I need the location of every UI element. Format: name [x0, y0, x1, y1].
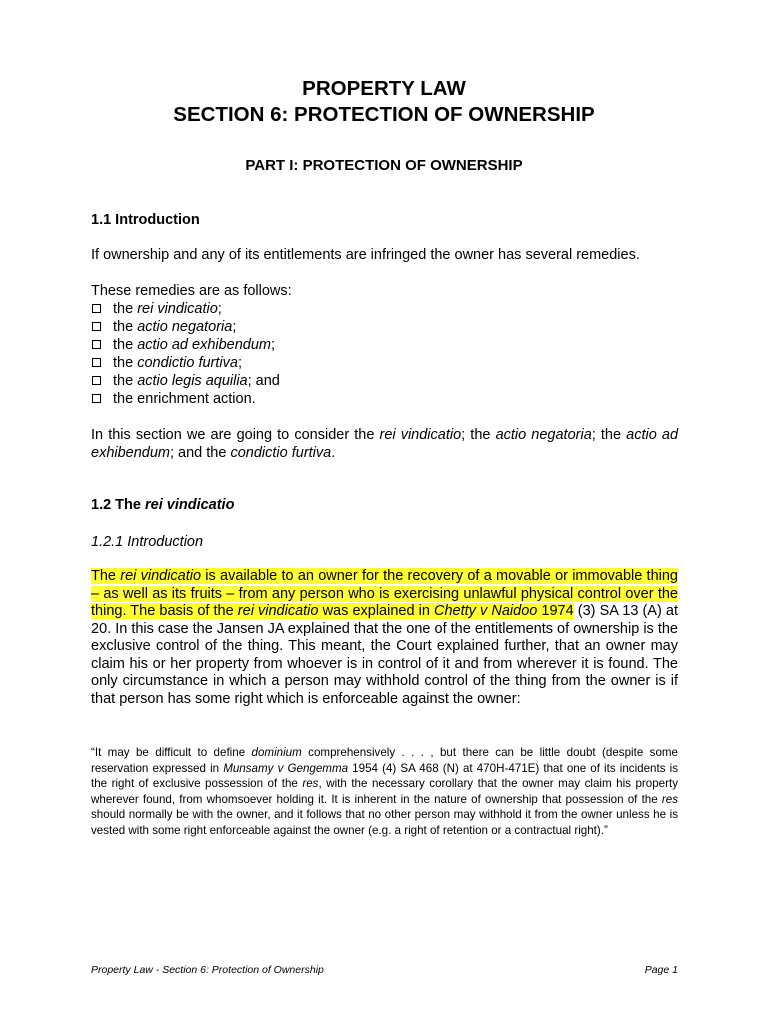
list-item: the rei vindicatio;	[91, 300, 678, 318]
remedies-list	[91, 300, 678, 408]
part-heading: PART I: PROTECTION OF OWNERSHIP	[245, 157, 523, 174]
checkbox-bullet-icon	[92, 340, 101, 349]
footer-title: Property Law - Section 6: Protection of Ownership	[91, 964, 324, 976]
rei-intro-subheading: 1.2.1 Introduction	[91, 534, 204, 550]
section-title: SECTION 6: PROTECTION OF OWNERSHIP	[173, 103, 595, 126]
list-item: the condictio furtiva;	[91, 354, 678, 372]
checkbox-bullet-icon	[92, 358, 101, 367]
checkbox-bullet-icon	[92, 322, 101, 331]
checkbox-bullet-icon	[92, 304, 101, 313]
checkbox-bullet-icon	[92, 376, 101, 385]
scope-paragraph: In this section we are going to consider the rei vindicatio; the actio negatoria; the actio ad exhibendum; and the condictio furtiva.	[91, 427, 679, 461]
document-title: PROPERTY LAW	[302, 77, 466, 100]
list-item: the actio negatoria;	[91, 318, 678, 336]
list-item: the actio ad exhibendum;	[91, 336, 678, 354]
remedies-intro: These remedies are as follows:	[91, 283, 292, 299]
list-item: the enrichment action.	[91, 390, 678, 408]
intro-paragraph: If ownership and any of its entitlements are infringed the owner has several remedies.	[91, 247, 640, 263]
checkbox-bullet-icon	[92, 394, 101, 403]
highlighted-text: The rei vindicatio is available to an owner for the recovery of a movable or immovable thing – as well as its fruits – from any person who is exercising unlawful physical control over the thing. The basis of the rei vindicatio was explained in Chetty v Naidoo 1974	[91, 568, 679, 619]
rei-vindicatio-heading: 1.2 The rei vindicatio	[91, 497, 235, 513]
block-quote: “It may be difficult to define dominium comprehensively . . . , but there can be little doubt (despite some reservation expressed in Munsamy v Gengemma 1954 (4) SA 468 (N) at 470H-471E) that one of its incidents is the right of exclusive possession of the res, with the necessary corollary that the owner may claim his property wherever found, from whomsoever holding it. It is inherent in the nature of ownership that possession of the res should normally be with the owner, and it follows that no other person may withhold it from the owner unless he is vested with some right enforceable against the owner (e.g. a right of retention or a contractual right).”	[91, 746, 679, 837]
page-number: Page 1	[644, 964, 678, 976]
list-item: the actio legis aquilia; and	[91, 372, 678, 390]
rei-vindicatio-paragraph: The rei vindicatio is available to an owner for the recovery of a movable or immovable thing – as well as its fruits – from any person who is exercising unlawful physical control over the thing. The basis of the rei vindicatio was explained in Chetty v Naidoo 1974 (3) SA 13 (A) at 20. In this case the Jansen JA explained that the one of the entitlements of ownership is the exclusive control of the thing. This meant, the Court explained further, that an owner may claim his or her property from whoever is in control of it and from wherever it is found. The only circumstance in which a person may withhold control of the thing from the owner is if that person has some right which is enforceable against the owner:	[91, 568, 679, 707]
intro-heading: 1.1 Introduction	[91, 212, 200, 228]
